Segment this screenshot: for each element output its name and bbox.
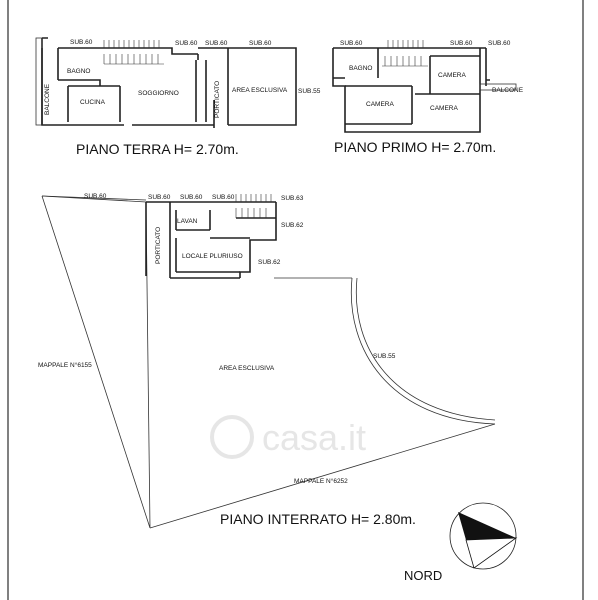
balcone-label: BALCONE [44, 83, 51, 115]
north-arrow-icon [458, 512, 516, 540]
label-sub60: SUB.60 [340, 40, 363, 47]
room-cucina: CUCINA [80, 99, 105, 106]
mappale-label: MAPPALE N°6155 [38, 362, 92, 369]
room-lavan: LAVAN [177, 218, 198, 225]
label-sub60: SUB.60 [70, 39, 93, 46]
room-camera: CAMERA [366, 101, 394, 108]
compass-needle-tail [466, 538, 516, 568]
area-esclusiva-label: AREA ESCLUSIVA [219, 365, 275, 372]
label-sub63: SUB.63 [281, 195, 304, 202]
label-sub62: SUB.62 [281, 222, 304, 229]
porticato-label: PORTICATO [214, 80, 221, 118]
label-sub60: SUB.60 [450, 40, 473, 47]
room-camera: CAMERA [430, 105, 458, 112]
label-sub60: SUB.60 [212, 194, 235, 201]
room-bagno: BAGNO [349, 65, 373, 72]
plan-piano-primo [333, 40, 524, 155]
title-piano-terra: PIANO TERRA H= 2.70m. [76, 141, 239, 157]
label-sub55: SUB.55 [373, 353, 396, 360]
balcone-label: BALCONE [492, 87, 524, 94]
watermark-text: casa.it [262, 417, 367, 458]
plan-piano-interrato [38, 193, 495, 528]
porticato-label: PORTICATO [155, 226, 162, 264]
room-bagno: BAGNO [67, 68, 91, 75]
plan-piano-terra [36, 38, 321, 157]
label-sub60: SUB.60 [249, 40, 272, 47]
label-sub60: SUB.60 [84, 193, 107, 200]
area-esclusiva-label: AREA ESCLUSIVA [232, 87, 288, 94]
compass-label: NORD [404, 568, 443, 583]
title-piano-interrato: PIANO INTERRATO H= 2.80m. [220, 511, 416, 527]
label-sub62: SUB.62 [258, 259, 281, 266]
compass [404, 503, 516, 583]
room-soggiorno: SOGGIORNO [138, 90, 179, 97]
watermark [212, 417, 366, 458]
label-sub60: SUB.60 [175, 40, 198, 47]
label-sub60: SUB.60 [180, 194, 203, 201]
label-sub55: SUB.55 [298, 88, 321, 95]
title-piano-primo: PIANO PRIMO H= 2.70m. [334, 139, 497, 155]
mappale-label: MAPPALE N°6252 [294, 478, 348, 485]
label-sub60: SUB.60 [148, 194, 171, 201]
label-sub60: SUB.60 [205, 40, 228, 47]
label-sub60: SUB.60 [488, 40, 511, 47]
room-camera: CAMERA [438, 72, 466, 79]
room-locale-pluriuso: LOCALE PLURIUSO [182, 253, 243, 260]
